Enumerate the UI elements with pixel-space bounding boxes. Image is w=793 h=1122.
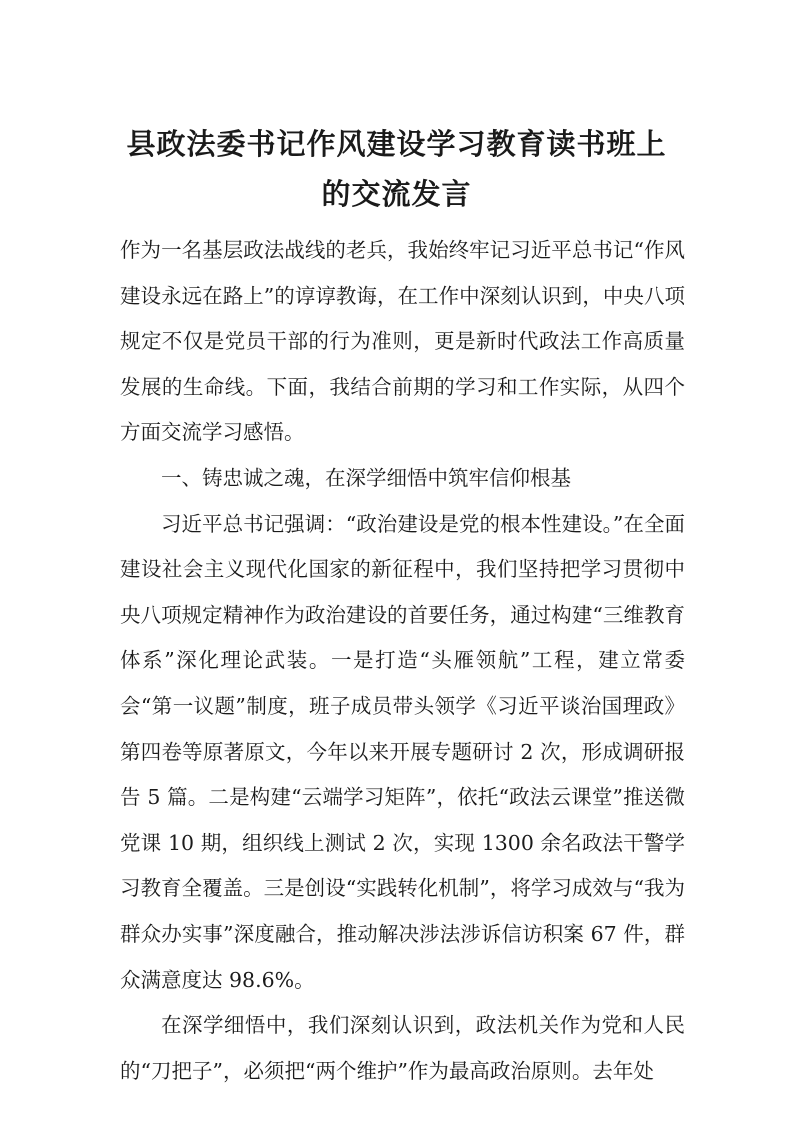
paragraph-section-1-body: 习近平总书记强调：“政治建设是党的根本性建设。”在全面建设社会主义现代化国家的新征程中，我们坚持把学习贯彻中央八项规定精神作为政治建设的首要任务，通过构建“三维教育体系”深化理论武装。一是打造“头雁领航”工程，建立常委会“第一议题”制度，班子成员带头领学《习近平谈治国理政》第四卷等原著原文，今年以来开展专题研讨 2 次，形成调研报告 5 篇。二是构建“云端学习矩阵”，依托“政法云课堂”推送微党课 10 期，组织线上测试 2 次，实现 1300 余名政法干警学习教育全覆盖。三是创设“实践转化机制”，将学习成效与“我为群众办实事”深度融合，推动解决涉法涉诉信访积案 67 件，群众满意度达 98.6%。 (120, 511, 685, 992)
document-body (120, 228, 685, 1094)
document-title-line-2: 的交流发言 (321, 177, 472, 211)
section-heading-1: 一、铸忠诚之魂，在深学细悟中筑牢信仰根基 (161, 465, 571, 490)
paragraph-intro: 作为一名基层政法战线的老兵，我始终牢记习近平总书记“作风建设永远在路上”的谆谆教诲，在工作中深刻认识到，中央八项规定不仅是党员干部的行为准则，更是新时代政法工作高质量发展的生命线。下面，我结合前期的学习和工作实际，从四个方面交流学习感悟。 (120, 238, 685, 445)
document-title-line-1: 县政法委书记作风建设学习教育读书班上 (126, 127, 667, 161)
paragraph-section-1-continued: 在深学细悟中，我们深刻认识到，政法机关作为党和人民的“刀把子”，必须把“两个维护”作为最高政治原则。去年处 (120, 1013, 685, 1083)
